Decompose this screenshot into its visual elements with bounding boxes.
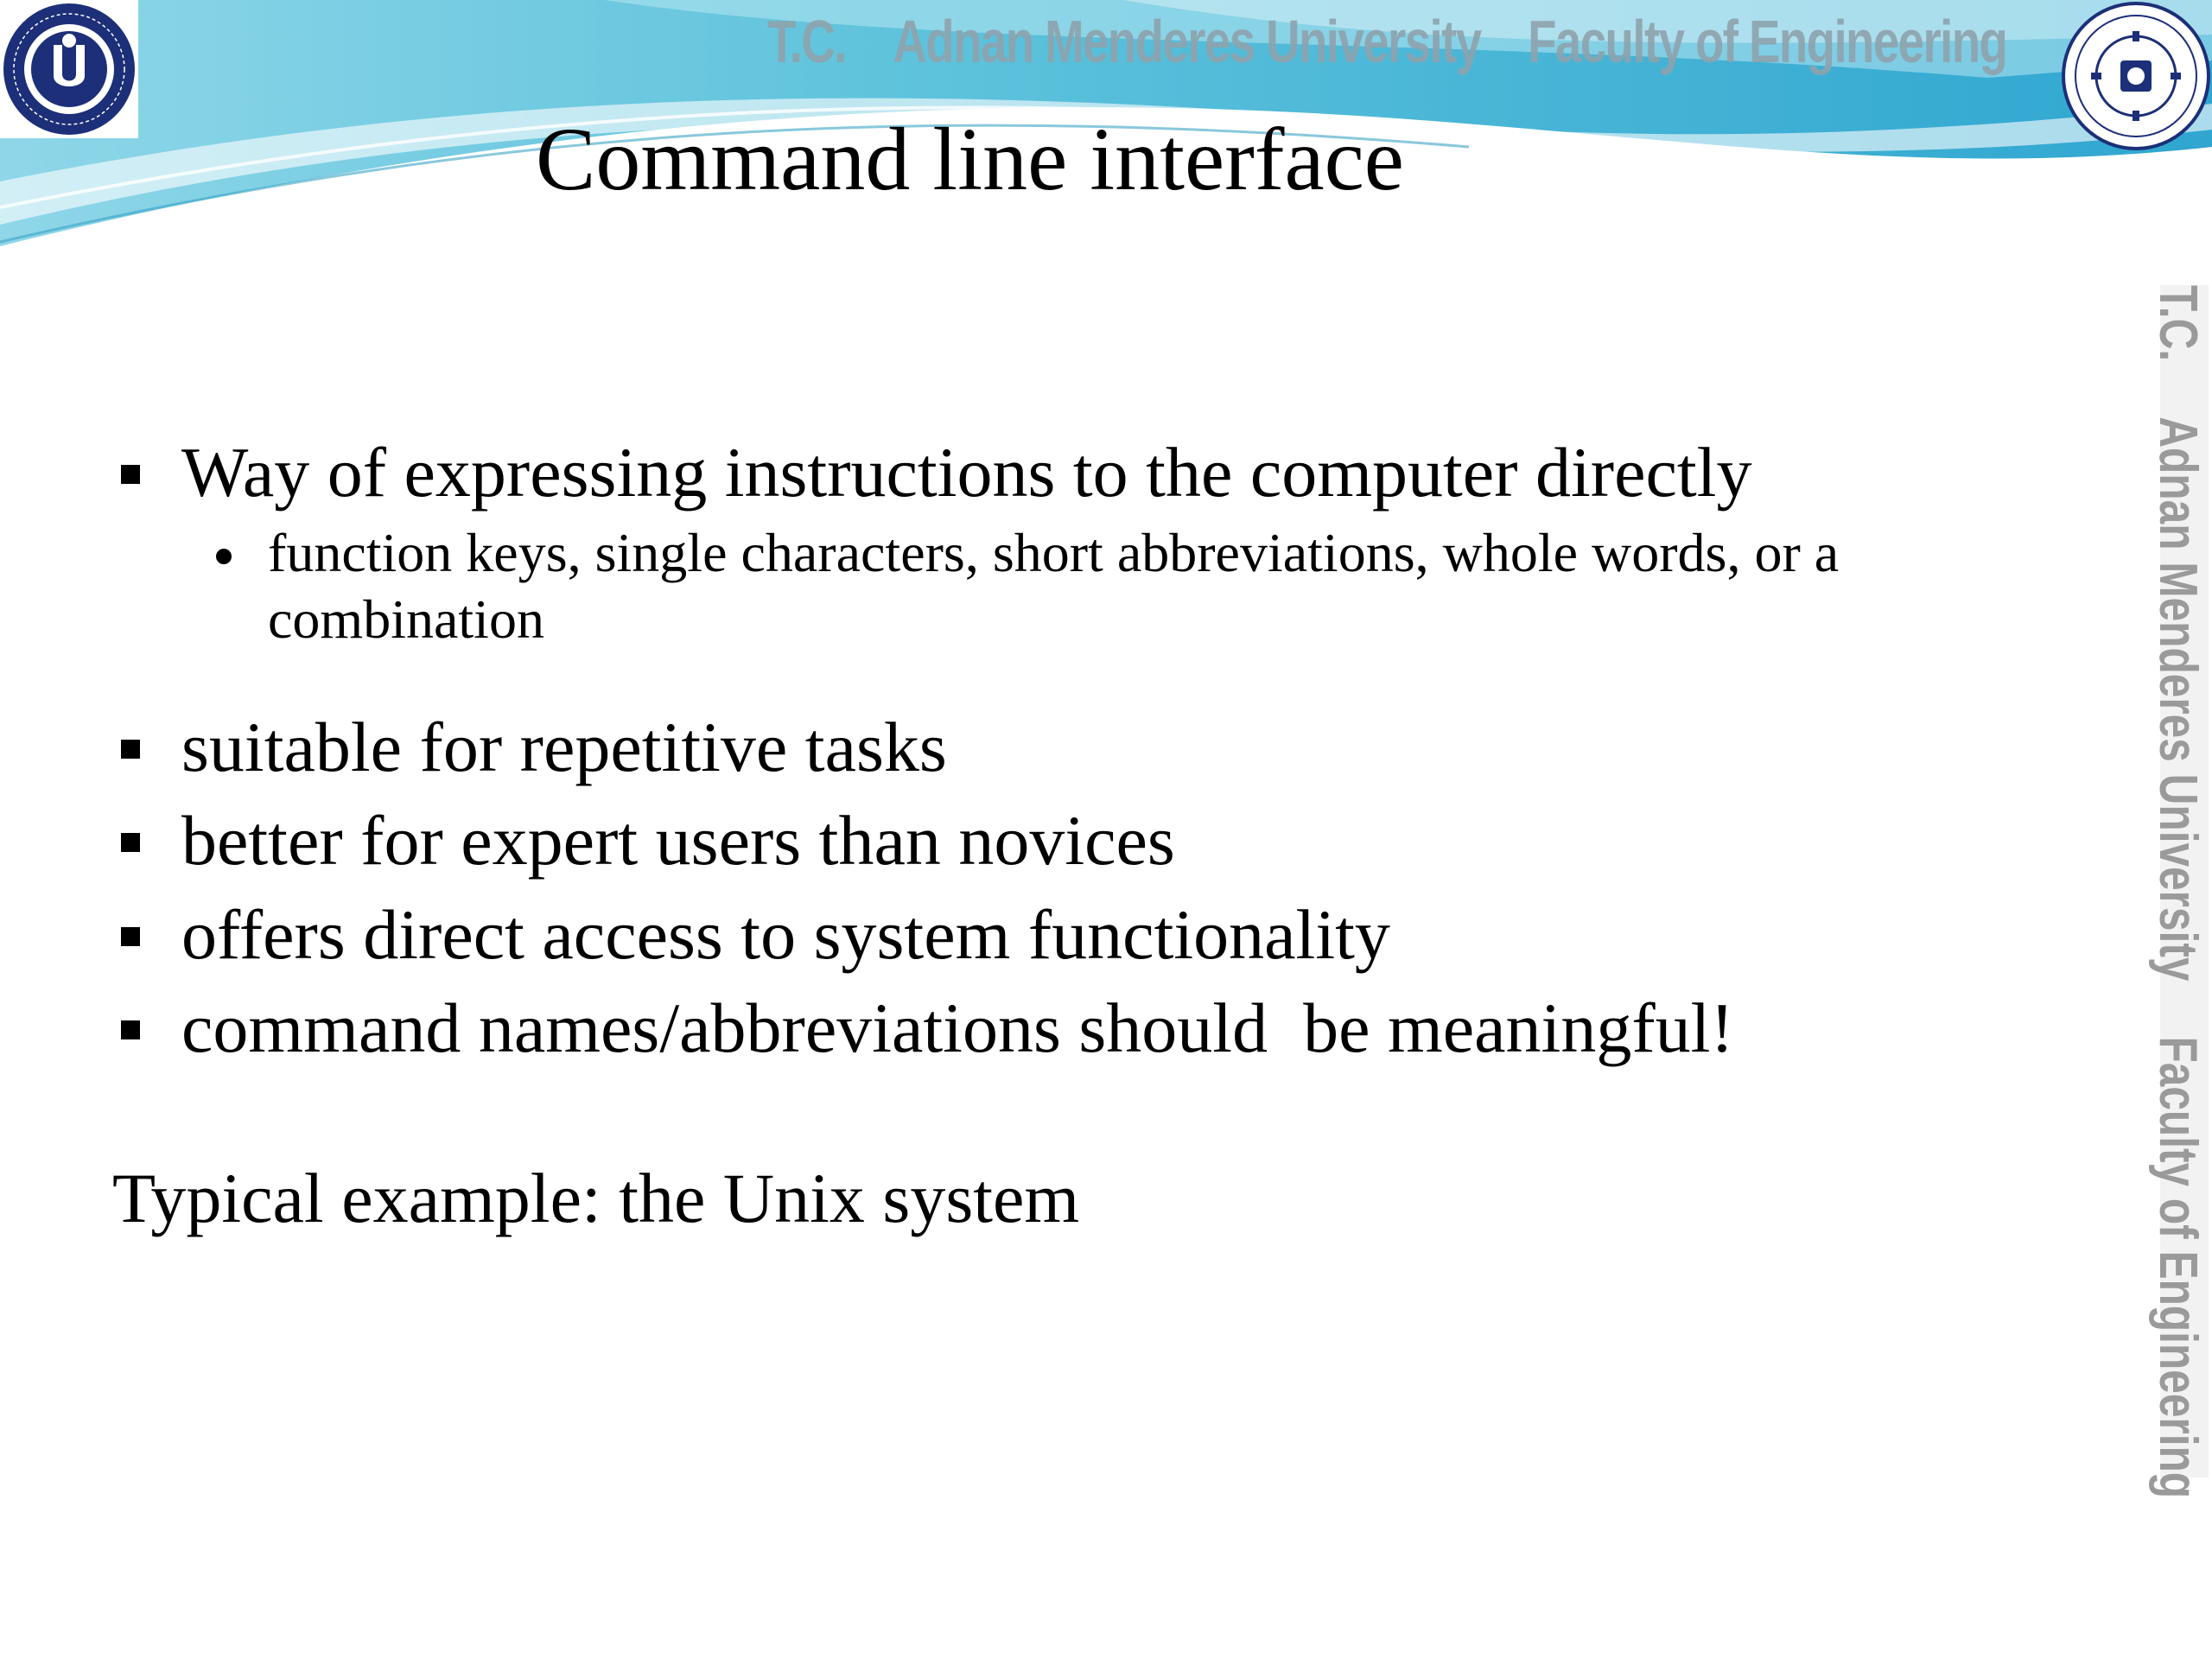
vertical-university: Adnan Menderes University <box>2148 416 2208 982</box>
bullet-text: command names/abbreviations should be meaningful! <box>181 988 1734 1068</box>
vertical-faculty: Faculty of Engineering <box>2148 1036 2208 1499</box>
bullet-item <box>112 893 2056 977</box>
header-faculty: Faculty of Engineering <box>1528 8 2007 75</box>
vertical-tc: T.C. <box>2148 285 2208 362</box>
typical-example-text: Typical example: the Unix system <box>112 1159 1080 1237</box>
round-bullet-icon <box>216 549 232 564</box>
square-bullet-icon <box>121 740 140 759</box>
slide-title: Command line interface <box>536 110 1404 209</box>
header-text <box>767 7 2054 76</box>
sub-bullet-item <box>268 520 2126 653</box>
bullet-text: suitable for repetitive tasks <box>181 707 947 786</box>
sub-bullet-text: function keys, single characters, short abbreviations, whole words, or a combination <box>268 522 1840 651</box>
bullet-text: better for expert users than novices <box>181 801 1175 880</box>
square-bullet-icon <box>121 927 140 946</box>
bullet-text: offers direct access to system functionality <box>181 894 1390 974</box>
square-bullet-icon <box>121 833 140 852</box>
bullet-item <box>112 798 2056 883</box>
university-seal-icon <box>0 0 138 138</box>
vertical-banner-text <box>2147 285 2209 1554</box>
header-tc: T.C. <box>767 8 846 75</box>
square-bullet-icon <box>121 465 140 484</box>
bullet-item <box>112 705 2056 790</box>
bullet-item <box>112 986 2056 1071</box>
square-bullet-icon <box>121 1020 140 1039</box>
header-university: Adnan Menderes University <box>893 8 1481 75</box>
bullet-text: Way of expressing instructions to the computer directly <box>181 433 1752 512</box>
sub-bullet-list <box>112 520 2056 653</box>
bullet-list <box>112 430 2056 1071</box>
engineering-faculty-seal-icon <box>2060 0 2212 152</box>
bullet-item <box>112 430 2056 515</box>
